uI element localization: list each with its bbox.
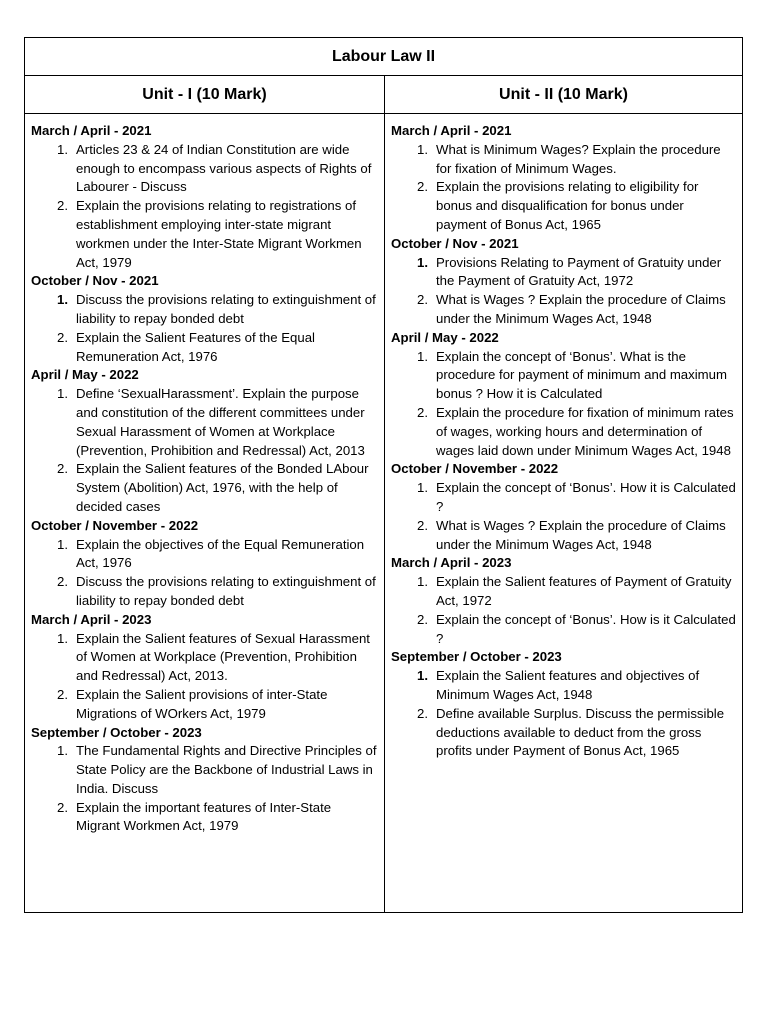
question-item — [31, 291, 378, 329]
question-item — [31, 630, 378, 686]
question-item — [391, 479, 736, 517]
question-number: 2. — [57, 461, 68, 477]
question-text: Provisions Relating to Payment of Gratuity under the Payment of Gratuity Act, 1972 — [436, 254, 722, 289]
question-number: 1. — [57, 630, 68, 646]
unit-2-heading: Unit - II (10 Mark) — [499, 85, 628, 103]
question-number: 2. — [57, 198, 68, 214]
question-item — [31, 460, 378, 516]
question-item — [391, 404, 736, 460]
session-heading: April / May - 2022 — [31, 367, 139, 383]
question-item — [391, 141, 736, 179]
question-number: 1. — [57, 743, 68, 759]
column-header-row — [25, 76, 742, 114]
question-text: Explain the provisions relating to registrations of establishment employing inter-state migrant workmen under the Inter-State Migrant Workmen Act, 1979 — [76, 198, 362, 270]
question-list — [391, 141, 736, 235]
question-text: Explain the Salient provisions of inter-State Migrations of WOrkers Act, 1979 — [76, 686, 328, 721]
question-number: 1. — [417, 141, 428, 157]
session-heading: October / November - 2022 — [391, 461, 559, 477]
question-number: 2. — [57, 686, 68, 702]
question-list — [391, 254, 736, 329]
question-text: The Fundamental Rights and Directive Principles of State Policy are the Backbone of Industrial Laws in India. Discuss — [76, 743, 377, 796]
question-text: Explain the concept of ‘Bonus’. What is the procedure for payment of minimum and maximum bonus ? How it is Calculated — [436, 348, 727, 402]
question-list — [391, 573, 736, 648]
question-item — [391, 348, 736, 404]
question-text: What is Wages ? Explain the procedure of Claims under the Minimum Wages Act, 1948 — [436, 517, 726, 552]
question-list — [31, 536, 378, 611]
question-item — [31, 197, 378, 272]
question-item — [31, 536, 378, 574]
document-title: Labour Law II — [25, 38, 742, 76]
question-list — [31, 742, 378, 836]
question-text: Define available Surplus. Discuss the permissible deductions available to deduct from the gross profits under Payment of Bonus Act, 1965 — [436, 705, 725, 759]
question-item — [391, 667, 736, 705]
question-text: Discuss the provisions relating to extinguishment of liability to repay bonded debt — [76, 574, 376, 608]
question-text: Explain the Salient features of Payment of Gratuity Act, 1972 — [436, 574, 732, 608]
question-number: 2. — [417, 705, 428, 721]
question-item — [391, 517, 736, 555]
question-item — [31, 141, 378, 197]
session-heading: October / Nov - 2021 — [31, 273, 159, 289]
session-heading: September / October - 2023 — [391, 649, 562, 665]
question-number: 2. — [417, 517, 428, 533]
question-item — [391, 178, 736, 234]
question-text: Explain the important features of Inter-State Migrant Workmen Act, 1979 — [76, 799, 332, 834]
session-heading: March / April - 2023 — [31, 611, 152, 627]
unit-2-column — [385, 114, 742, 912]
question-number: 2. — [57, 574, 68, 590]
question-item — [391, 291, 736, 329]
question-text: Explain the Salient features and objectives of Minimum Wages Act, 1948 — [436, 668, 700, 702]
question-number: 2. — [417, 611, 428, 627]
question-text: Explain the Salient features of Sexual Harassment of Women at Workplace (Prevention, Prohibition and Redressal) Act, 2013. — [76, 630, 370, 684]
session-heading: March / April - 2021 — [391, 123, 512, 138]
question-text: What is Wages ? Explain the procedure of Claims under the Minimum Wages Act, 1948 — [436, 292, 726, 326]
question-number: 1. — [57, 141, 68, 157]
question-item — [31, 742, 378, 798]
question-number: 1. — [57, 386, 68, 402]
question-text: Explain the procedure for fixation of minimum rates of wages, working hours and determination of wages laid down under Minimum Wages Act, 1948 — [436, 404, 734, 458]
question-text: Explain the concept of ‘Bonus’. How is it Calculated ? — [436, 611, 736, 646]
question-number: 1. — [417, 668, 428, 684]
question-number: 2. — [417, 179, 428, 195]
question-body-row — [25, 114, 742, 912]
question-text: What is Minimum Wages? Explain the procedure for fixation of Minimum Wages. — [436, 141, 721, 176]
session-heading: March / April - 2023 — [391, 555, 512, 571]
question-number: 2. — [417, 404, 428, 420]
question-item — [31, 686, 378, 724]
question-list — [31, 291, 378, 366]
question-text: Discuss the provisions relating to extinguishment of liability to repay bonded debt — [76, 292, 376, 326]
question-list — [31, 141, 378, 273]
question-item — [31, 385, 378, 460]
question-list — [31, 385, 378, 517]
question-text: Define ‘SexualHarassment’. Explain the purpose and constitution of the different committees under Sexual Harassment of Women at Workplace (Prevention, Prohibition and Redressal) Act, 2013 — [76, 386, 365, 458]
question-number: 1. — [57, 292, 68, 308]
question-number: 1. — [417, 254, 428, 270]
question-number: 2. — [57, 799, 68, 815]
question-item — [31, 799, 378, 837]
question-item — [391, 573, 736, 611]
question-item — [391, 611, 736, 649]
question-text: Explain the concept of ‘Bonus’. How it is Calculated ? — [436, 480, 736, 514]
question-list — [31, 630, 378, 724]
question-number: 1. — [417, 348, 428, 364]
question-list — [391, 667, 736, 761]
question-item — [31, 573, 378, 611]
question-item — [391, 254, 736, 292]
question-number: 1. — [417, 574, 428, 590]
question-text: Explain the Salient features of the Bonded LAbour System (Abolition) Act, 1976, with the help of decided cases — [76, 461, 369, 514]
question-item — [31, 329, 378, 367]
question-text: Explain the objectives of the Equal Remuneration Act, 1976 — [76, 536, 365, 571]
session-heading: April / May - 2022 — [391, 329, 499, 345]
session-heading: October / November - 2022 — [31, 517, 199, 533]
question-text: Articles 23 & 24 of Indian Constitution are wide enough to encompass various aspects of Rights of Labourer - Discuss — [76, 141, 372, 195]
question-list — [391, 479, 736, 554]
question-number: 2. — [417, 292, 428, 308]
question-number: 1. — [417, 480, 428, 496]
question-number: 2. — [57, 329, 68, 345]
question-text: Explain the provisions relating to eligibility for bonus and disqualification for bonus under payment of Bonus Act, 1965 — [436, 179, 699, 232]
question-table — [24, 37, 743, 913]
question-text: Explain the Salient Features of the Equal Remuneration Act, 1976 — [76, 329, 315, 364]
question-number: 1. — [57, 536, 68, 552]
question-list — [391, 348, 736, 461]
session-heading: March / April - 2021 — [31, 123, 152, 138]
session-heading: October / Nov - 2021 — [391, 235, 519, 251]
session-heading: September / October - 2023 — [31, 724, 202, 740]
unit-1-heading: Unit - I (10 Mark) — [25, 76, 385, 113]
unit-1-column — [25, 114, 385, 912]
question-item — [391, 705, 736, 761]
